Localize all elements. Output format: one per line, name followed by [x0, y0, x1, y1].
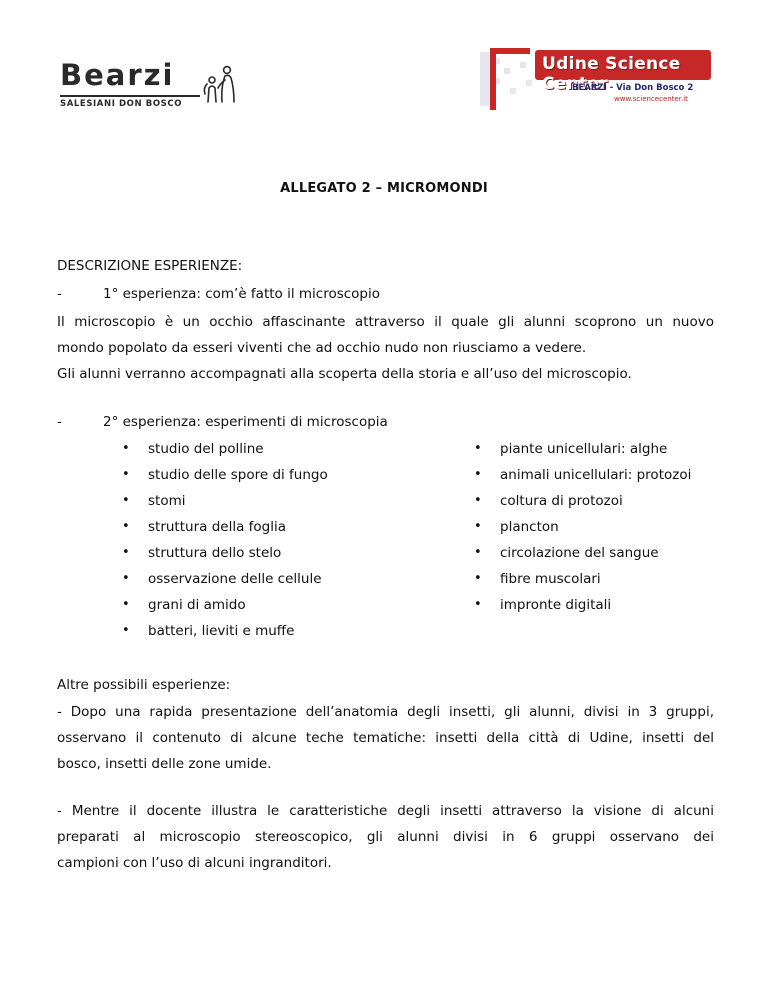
science-center-title: Udine Science Center [542, 54, 681, 94]
document-title: ALLEGATO 2 – MICROMONDI [280, 181, 488, 196]
list-item: • fibre muscolari [500, 571, 601, 587]
other-p2-line-3: campioni con l’uso di alcuni ingranditori. [57, 855, 332, 871]
list-item: • struttura della foglia [148, 519, 286, 535]
list-item: • impronte digitali [500, 597, 611, 613]
other-p1-line-2: osservano il contenuto di alcune teche tematiche: insetti della città di Udine, insetti del [57, 730, 714, 746]
list-item: • osservazione delle cellule [148, 571, 322, 587]
list-item: • batteri, lieviti e muffe [148, 623, 294, 639]
experience-1-line-1: Il microscopio è un occhio affascinante attraverso il quale gli alunni scoprono un nuovo [57, 314, 714, 330]
experience-1-line-2: mondo popolato da esseri viventi che ad occhio nudo non riusciamo a vedere. [57, 340, 587, 356]
list-item: • circolazione del sangue [500, 545, 659, 561]
list-item: • plancton [500, 519, 559, 535]
bearzi-logo [58, 58, 243, 118]
other-p1-line-3: bosco, insetti delle zone umide. [57, 756, 272, 772]
list-item: • struttura dello stelo [148, 545, 281, 561]
science-center-website: www.sciencecenter.it [614, 95, 688, 103]
list-item: • coltura di protozoi [500, 493, 623, 509]
science-center-address: BEARZI - Via Don Bosco 2 [572, 83, 694, 93]
list-item: • animali unicellulari: protozoi [500, 467, 691, 483]
bearzi-logo-name: Bearzi [60, 58, 175, 92]
don-bosco-figures-icon [198, 62, 242, 106]
list-item: • studio delle spore di fungo [148, 467, 328, 483]
other-p1-line-1: - Dopo una rapida presentazione dell’anatomia degli insetti, gli alunni, divisi in 3 gruppi, [57, 704, 714, 720]
dash-marker: - [57, 286, 62, 302]
experience-1-line-3: Gli alunni verranno accompagnati alla scoperta della storia e all’uso del microscopio. [57, 366, 632, 382]
section-heading: DESCRIZIONE ESPERIENZE: [57, 258, 243, 274]
list-item: • studio del polline [148, 441, 264, 457]
list-item: • grani di amido [148, 597, 246, 613]
other-experiences-heading: Altre possibili esperienze: [57, 677, 231, 693]
udine-science-center-logo [480, 48, 713, 110]
experience-1-label: 1° esperienza: com’è fatto il microscopio [103, 286, 381, 302]
dash-marker: - [57, 414, 62, 430]
list-item: • piante unicellulari: alghe [500, 441, 667, 457]
bearzi-logo-underline [60, 95, 200, 97]
other-p2-line-1: - Mentre il docente illustra le caratteristiche degli insetti attraverso la visione di alcuni [57, 803, 714, 819]
experience-2-label: 2° esperienza: esperimenti di microscopia [103, 414, 388, 430]
bearzi-logo-subtitle: SALESIANI DON BOSCO [60, 99, 183, 109]
other-p2-line-2: preparati al microscopio stereoscopico, gli alunni divisi in 6 gruppi osservano dei [57, 829, 714, 845]
list-item: • stomi [148, 493, 186, 509]
